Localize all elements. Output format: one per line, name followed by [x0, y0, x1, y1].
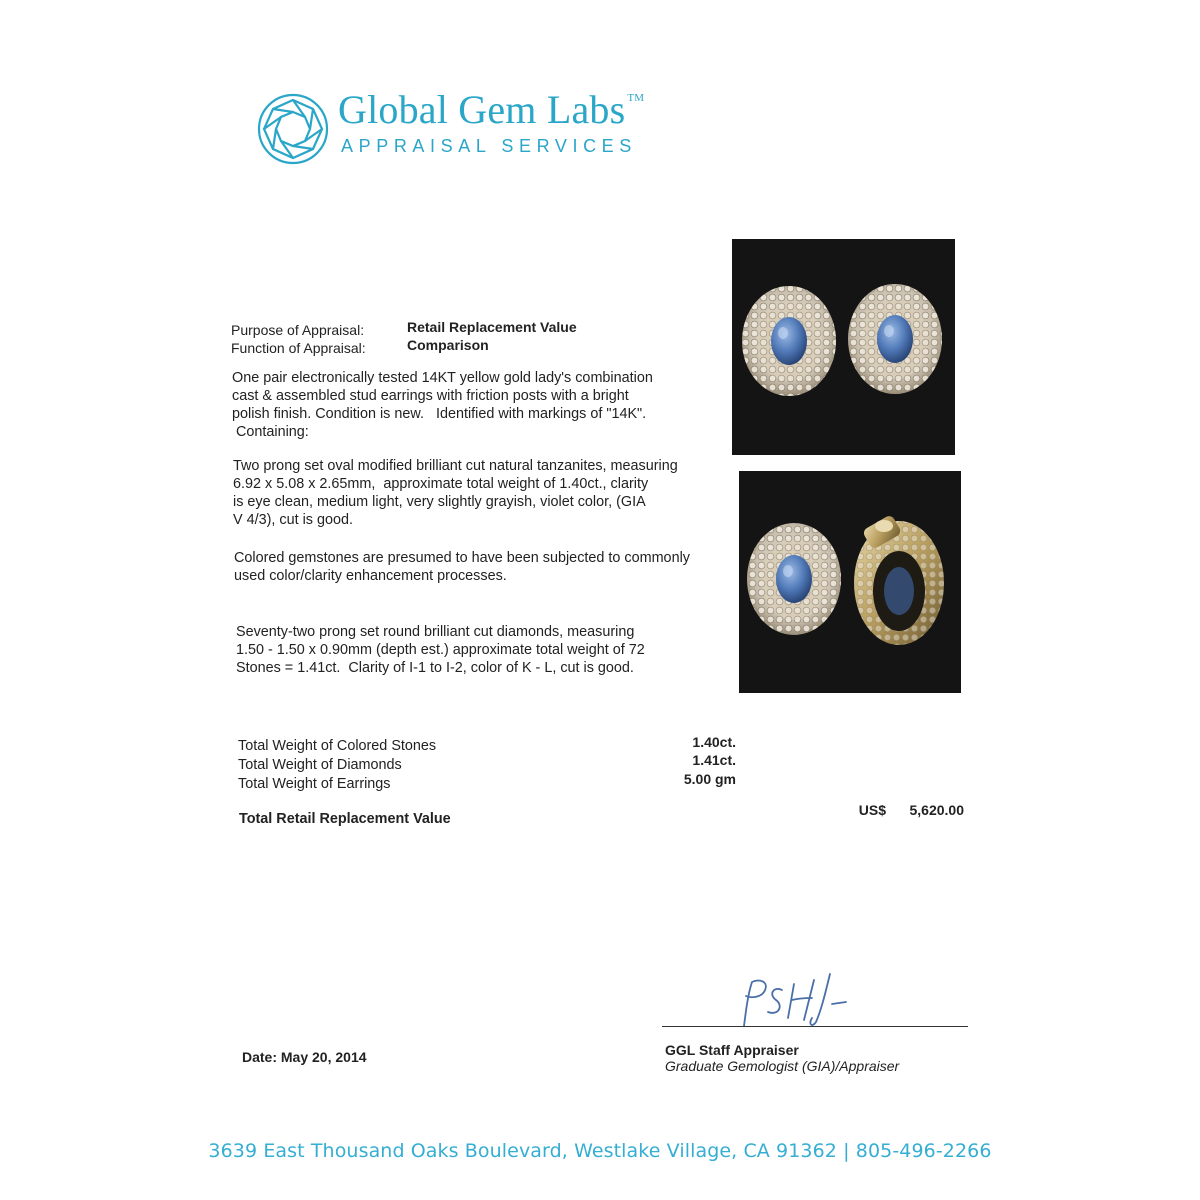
currency-label: US$	[858, 802, 886, 818]
trademark-mark: TM	[627, 92, 645, 104]
footer-address: 3639 East Thousand Oaks Boulevard, Westlake Village, CA 91362 | 805-496-2266	[208, 1140, 992, 1162]
appraisal-date: Date: May 20, 2014	[242, 1049, 367, 1065]
description-line: is eye clean, medium light, very slightly grayish, violet color, (GIA	[233, 494, 646, 510]
total-retail-label: Total Retail Replacement Value	[239, 811, 451, 827]
item-description	[232, 369, 653, 441]
treatment-note	[234, 549, 690, 585]
total-retail-value: 5,620.00	[909, 802, 964, 818]
brand-name: Global Gem Labs ™	[338, 87, 645, 132]
total-colored-stones-label: Total Weight of Colored Stones	[238, 738, 437, 754]
brand-subtitle: APPRAISAL SERVICES	[341, 136, 637, 156]
signature-line	[662, 1026, 968, 1027]
description-line: cast & assembled stud earrings with friction posts with a bright	[232, 388, 629, 404]
description-line: Two prong set oval modified brilliant cut natural tanzanites, measuring	[233, 458, 678, 474]
earrings-side-photo	[739, 471, 961, 693]
earrings-front-photo	[732, 239, 955, 455]
description-line: Containing:	[232, 424, 309, 440]
description-line: Seventy-two prong set round brilliant cut diamonds, measuring	[236, 624, 635, 640]
appraiser-credential: Graduate Gemologist (GIA)/Appraiser	[665, 1058, 900, 1074]
total-earrings-value: 5.00 gm	[683, 771, 736, 787]
function-value: Comparison	[407, 337, 489, 353]
diamond-description	[236, 623, 645, 677]
purpose-label: Purpose of Appraisal:	[231, 322, 365, 338]
description-line: polish finish. Condition is new. Identified with markings of "14K".	[232, 406, 647, 422]
total-earrings-label: Total Weight of Earrings	[238, 776, 391, 792]
function-label: Function of Appraisal:	[231, 340, 366, 356]
appraiser-title: GGL Staff Appraiser	[665, 1042, 799, 1058]
description-line: used color/clarity enhancement processes.	[234, 568, 507, 584]
description-line: 6.92 x 5.08 x 2.65mm, approximate total weight of 1.40ct., clarity	[233, 476, 649, 492]
description-line: V 4/3), cut is good.	[233, 512, 353, 528]
total-colored-stones-value: 1.40ct.	[692, 734, 736, 750]
handwritten-signature	[730, 968, 850, 1030]
description-line: One pair electronically tested 14KT yellow gold lady's combination	[232, 370, 653, 386]
description-line: Stones = 1.41ct. Clarity of I-1 to I-2, color of K - L, cut is good.	[236, 660, 634, 676]
total-diamonds-value: 1.41ct.	[692, 752, 736, 768]
total-diamonds-label: Total Weight of Diamonds	[238, 757, 402, 773]
tanzanite-description	[233, 457, 678, 529]
description-line: Colored gemstones are presumed to have been subjected to commonly	[234, 550, 690, 566]
gem-outline-icon	[256, 92, 330, 166]
earrings-front-image	[732, 239, 955, 455]
description-line: 1.50 - 1.50 x 0.90mm (depth est.) approximate total weight of 72	[236, 642, 645, 658]
earrings-side-image	[739, 471, 961, 693]
purpose-value: Retail Replacement Value	[407, 319, 577, 335]
